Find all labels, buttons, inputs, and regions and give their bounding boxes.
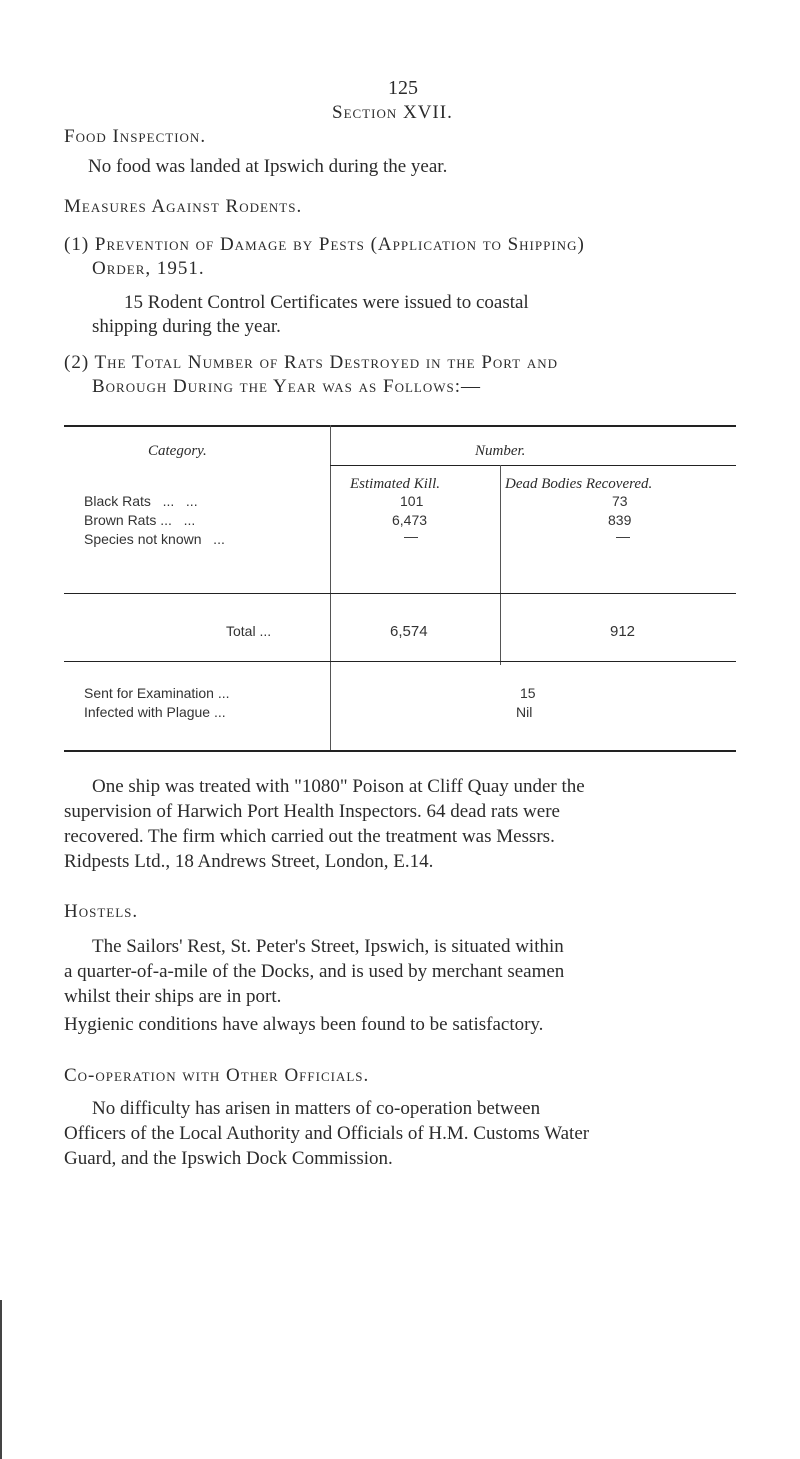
row-black-rats-label: Black Rats ... ...	[84, 493, 198, 509]
food-inspection-heading: Food Inspection.	[64, 126, 207, 147]
item1-heading-line2: Order, 1951.	[92, 258, 205, 279]
row-brown-rats-label: Brown Rats ... ...	[84, 512, 196, 528]
subcol-divider	[500, 465, 501, 665]
infected-value: Nil	[516, 704, 533, 720]
page-number: 125	[388, 77, 418, 99]
hostels-line4: Hygienic conditions have always been found to be satisfactory.	[64, 1014, 544, 1035]
cooperation-line1: No difficulty has arisen in matters of co-operation between	[92, 1098, 541, 1119]
row-species-dead: —	[616, 528, 630, 544]
ship-para-line4: Ridpests Ltd., 18 Andrews Street, London, E.14.	[64, 851, 434, 872]
item2-heading-line1: (2) The Total Number of Rats Destroyed in the Port and	[64, 352, 559, 373]
table-top-rule	[64, 425, 736, 427]
sub-dead-bodies: Dead Bodies Recovered.	[505, 476, 653, 492]
item1-heading-line1: (1) Prevention of Damage by Pests (Application to Shipping)	[64, 234, 585, 255]
total-estimated: 6,574	[390, 623, 428, 640]
section-title: Section XVII.	[332, 102, 453, 123]
row-black-rats-estimated: 101	[400, 493, 424, 509]
header-category: Category.	[148, 443, 207, 459]
total-top-rule	[64, 593, 736, 594]
total-label: Total ...	[226, 623, 272, 639]
food-inspection-text: No food was landed at Ipswich during the year.	[88, 156, 448, 177]
sub-estimated-kill: Estimated Kill.	[350, 476, 440, 492]
row-brown-rats-estimated: 6,473	[392, 512, 428, 528]
total-bottom-rule	[64, 661, 736, 662]
item1-text-line1: 15 Rodent Control Certificates were issued to coastal	[124, 292, 529, 313]
cooperation-line2: Officers of the Local Authority and Officials of H.M. Customs Water	[64, 1123, 590, 1144]
cooperation-heading: Co-operation with Other Officials.	[64, 1065, 370, 1086]
cooperation-line3: Guard, and the Ipswich Dock Commission.	[64, 1148, 393, 1169]
ship-para-line3: recovered. The firm which carried out the treatment was Messrs.	[64, 826, 555, 847]
hostels-line2: a quarter-of-a-mile of the Docks, and is used by merchant seamen	[64, 961, 565, 982]
row-species-label: Species not known ...	[84, 531, 225, 547]
ship-para-line2: supervision of Harwich Port Health Inspectors. 64 dead rats were	[64, 801, 560, 822]
table-bottom-rule	[64, 750, 736, 752]
hostels-line3: whilst their ships are in port.	[64, 986, 282, 1007]
page-edge-shadow	[0, 1300, 2, 1459]
sent-value: 15	[520, 685, 536, 701]
row-brown-rats-dead: 839	[608, 512, 632, 528]
item2-heading-line2: Borough During the Year was as Follows:—	[92, 376, 482, 397]
hostels-heading: Hostels.	[64, 901, 139, 922]
item1-text-line2: shipping during the year.	[92, 316, 281, 337]
infected-label: Infected with Plague ...	[84, 704, 226, 720]
header-rule	[330, 465, 736, 466]
sent-label: Sent for Examination ...	[84, 685, 230, 701]
row-species-estimated: —	[404, 528, 418, 544]
total-dead: 912	[610, 623, 636, 640]
ship-para-line1: One ship was treated with "1080" Poison at Cliff Quay under the	[92, 776, 585, 797]
rodents-heading: Measures Against Rodents.	[64, 196, 303, 217]
table-col-divider	[330, 425, 331, 751]
hostels-line1: The Sailors' Rest, St. Peter's Street, Ipswich, is situated within	[92, 936, 564, 957]
row-black-rats-dead: 73	[612, 493, 628, 509]
header-number: Number.	[475, 443, 526, 459]
